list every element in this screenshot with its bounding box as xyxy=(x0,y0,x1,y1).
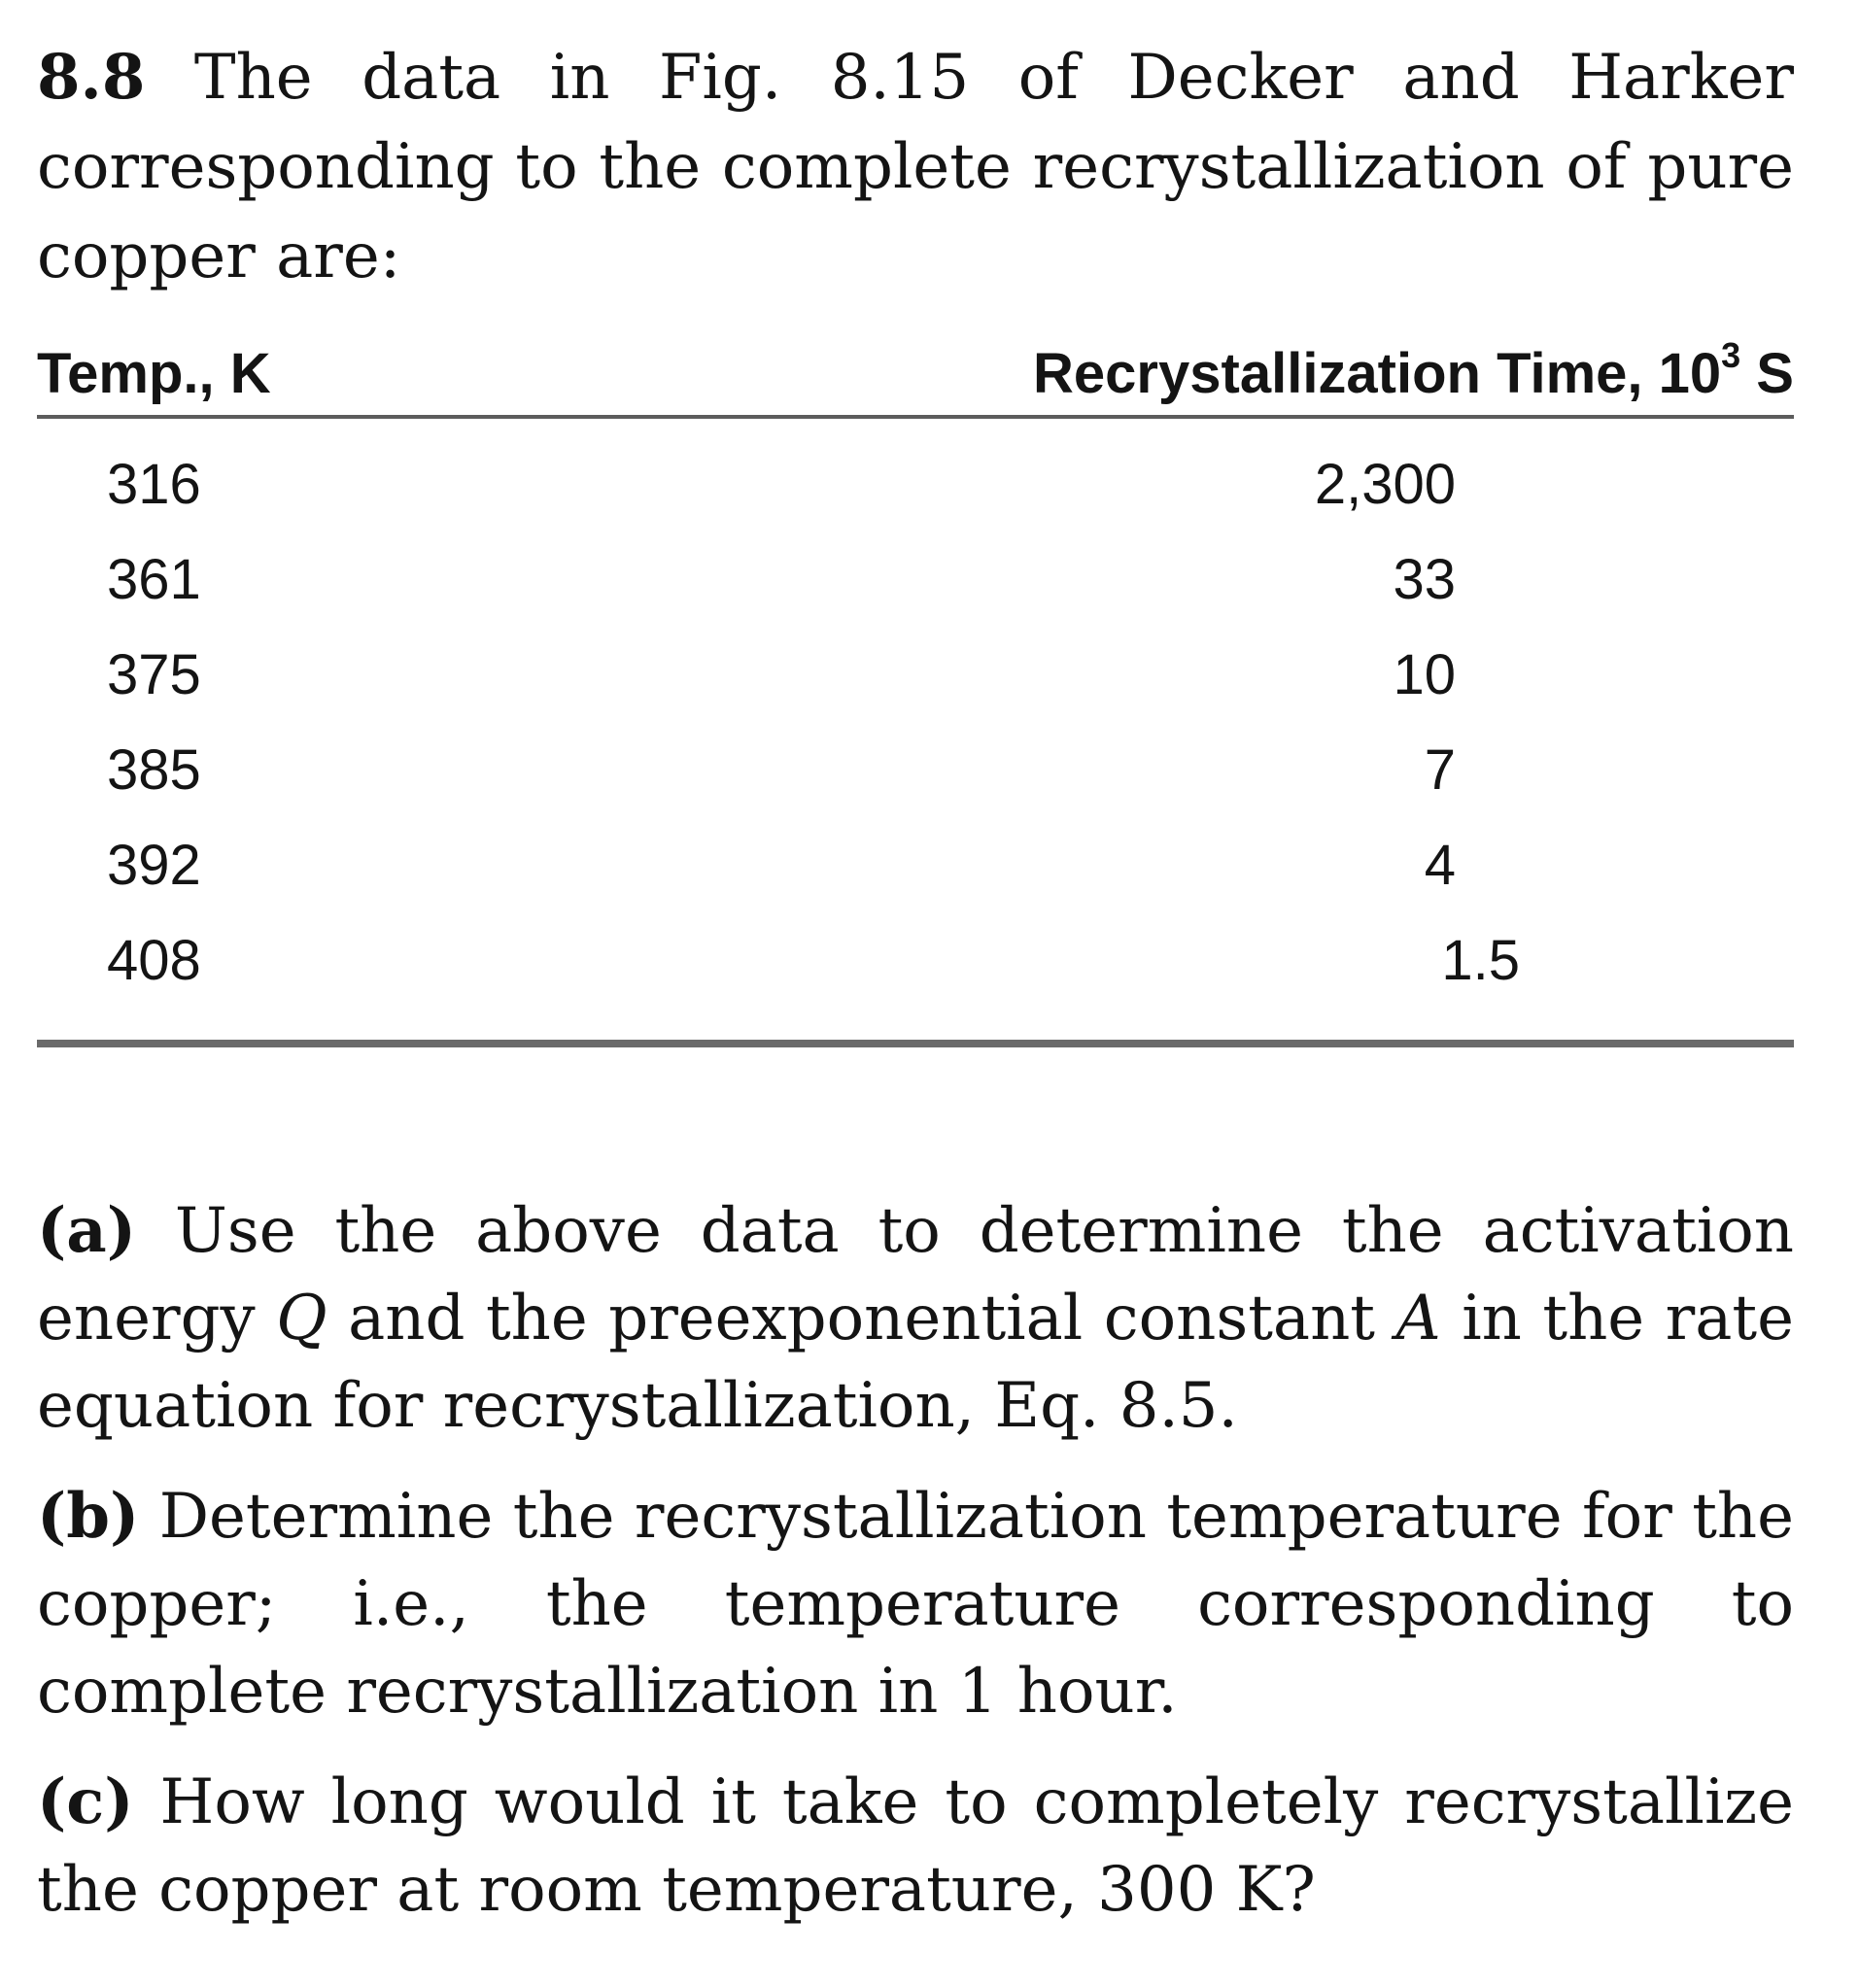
cell-time: 4 xyxy=(1424,834,1456,897)
cell-temp: 408 xyxy=(107,929,201,992)
table-row xyxy=(37,637,1794,733)
table-header-time xyxy=(1033,335,1794,413)
question-a-text-3: in the rate equation for recrystallization, Eq. 8.5. xyxy=(37,1283,1795,1442)
table-header-row xyxy=(37,335,1794,413)
cell-temp: 375 xyxy=(107,643,201,706)
table-header-time-exponent: 3 xyxy=(1721,334,1741,375)
cell-time: 10 xyxy=(1393,643,1456,706)
table-row xyxy=(37,733,1794,828)
cell-temp: 361 xyxy=(107,548,201,611)
table-header-time-unit: S xyxy=(1740,342,1794,405)
table-row xyxy=(37,923,1794,1018)
table-header-time-label: Recrystallization Time, 10 xyxy=(1033,342,1722,405)
question-b-letter: (b) xyxy=(37,1480,140,1553)
question-b-text: Determine the recrystallization temperature for the copper; i.e., the temperature corresponding to complete recrystallization in 1 hour. xyxy=(37,1481,1794,1728)
table-top-rule xyxy=(37,415,1794,419)
cell-temp: 385 xyxy=(107,738,201,802)
questions xyxy=(37,1187,1794,1957)
table-row xyxy=(37,447,1794,542)
question-a xyxy=(37,1187,1794,1450)
variable-a: A xyxy=(1395,1283,1441,1354)
problem-intro xyxy=(37,33,1794,301)
table-row xyxy=(37,542,1794,637)
table-header-temp: Temp., K xyxy=(37,342,271,405)
cell-time: 1.5 xyxy=(1441,929,1520,992)
question-c-text: How long would it take to completely recrystallize the copper at room temperature, 300 K? xyxy=(37,1766,1794,1926)
table-row xyxy=(37,828,1794,923)
cell-temp: 316 xyxy=(107,453,201,516)
question-a-text-2: and the preexponential constant xyxy=(327,1283,1396,1354)
cell-time: 2,300 xyxy=(1314,453,1456,516)
table-bottom-rule xyxy=(37,1040,1794,1047)
table-body xyxy=(37,447,1794,1018)
variable-q: Q xyxy=(276,1283,327,1354)
question-b xyxy=(37,1473,1794,1735)
question-a-text-1: Use the above data to determine the activation energy xyxy=(37,1195,1794,1354)
problem-number: 8.8 xyxy=(37,41,146,114)
cell-time: 7 xyxy=(1424,738,1456,802)
problem-intro-text: The data in Fig. 8.15 of Decker and Harker corresponding to the complete recrystallization of pure copper are: xyxy=(37,42,1795,292)
cell-temp: 392 xyxy=(107,834,201,897)
question-c xyxy=(37,1759,1794,1934)
cell-time: 33 xyxy=(1393,548,1456,611)
question-c-letter: (c) xyxy=(37,1765,134,1838)
question-a-letter: (a) xyxy=(37,1194,137,1267)
